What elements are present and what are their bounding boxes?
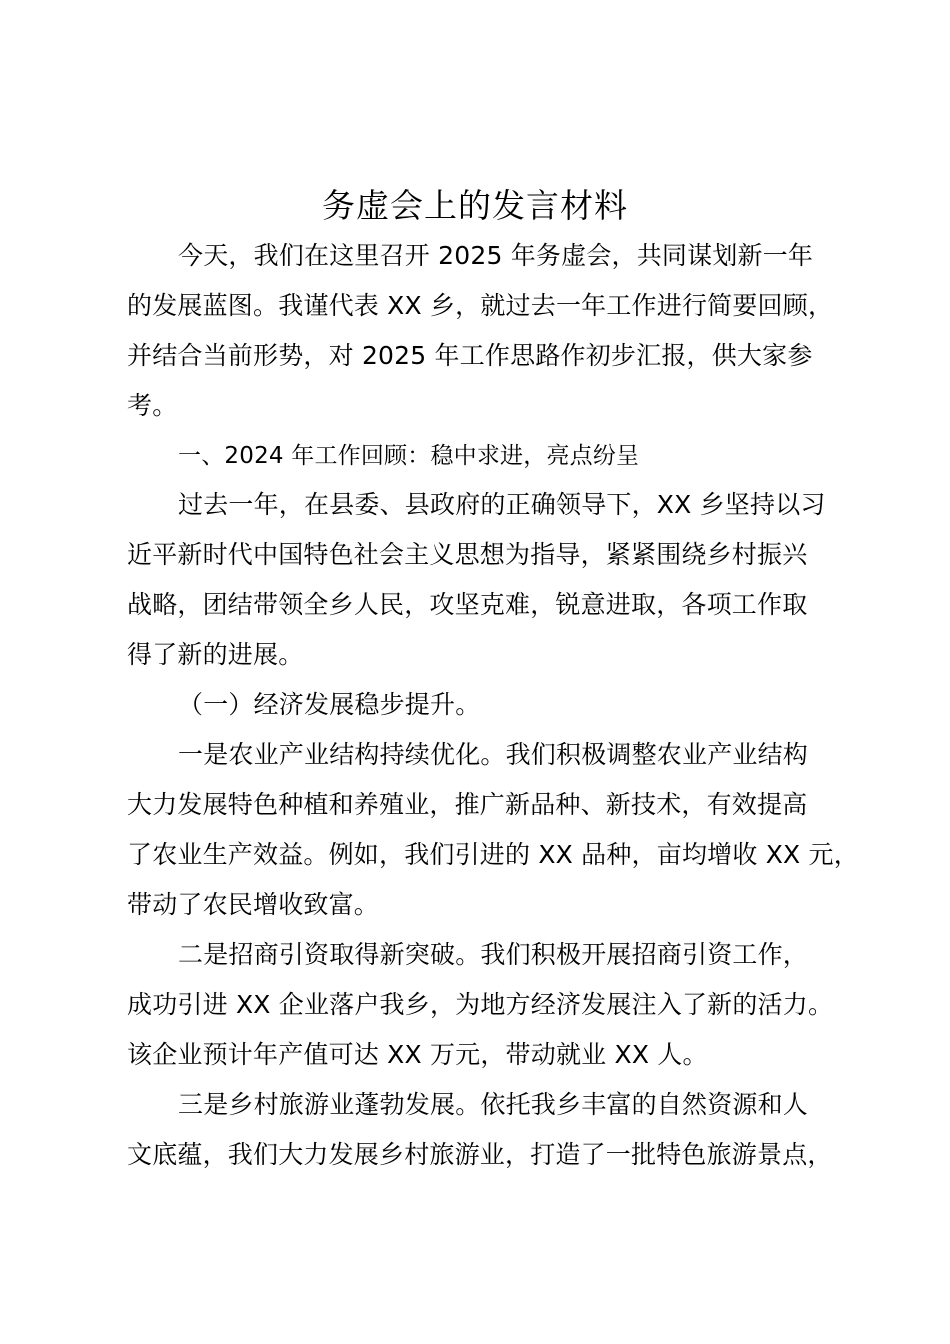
- paragraph-line: 战略，团结带领全乡人民，攻坚克难，锐意进取，各项工作取: [127, 590, 808, 619]
- paragraph-line: 得了新的进展。: [127, 640, 304, 669]
- paragraph-line: 并结合当前形势，对 2025 年工作思路作初步汇报，供大家参: [127, 341, 813, 370]
- paragraph-line: 今天，我们在这里召开 2025 年务虚会，共同谋划新一年: [178, 241, 814, 270]
- paragraph-line: 该企业预计年产值可达 XX 万元，带动就业 XX 人。: [127, 1040, 708, 1069]
- paragraph-line: 二是招商引资取得新突破。我们积极开展招商引资工作，: [178, 940, 809, 969]
- paragraph-line: 近平新时代中国特色社会主义思想为指导，紧紧围绕乡村振兴: [127, 540, 808, 569]
- section-heading: 一、2024 年工作回顾：稳中求进，亮点纷呈: [178, 443, 640, 469]
- paragraph-line: 的发展蓝图。我谨代表 XX 乡，就过去一年工作进行简要回顾，: [127, 291, 834, 320]
- paragraph-line: 一是农业产业结构持续优化。我们积极调整农业产业结构: [178, 740, 809, 769]
- subsection-heading: （一）经济发展稳步提升。: [178, 690, 481, 719]
- paragraph-line: 带动了农民增收致富。: [127, 890, 380, 919]
- paragraph-line: 成功引进 XX 企业落户我乡，为地方经济发展注入了新的活力。: [127, 990, 834, 1019]
- paragraph-line: 文底蕴，我们大力发展乡村旅游业，打造了一批特色旅游景点，: [127, 1140, 833, 1169]
- paragraph-line: 三是乡村旅游业蓬勃发展。依托我乡丰富的自然资源和人: [178, 1090, 809, 1119]
- paragraph-line: 了农业生产效益。例如，我们引进的 XX 品种，亩均增收 XX 元，: [127, 840, 859, 869]
- document-title: 务虚会上的发言材料: [322, 186, 628, 225]
- paragraph-line: 考。: [127, 391, 178, 420]
- paragraph-line: 大力发展特色种植和养殖业，推广新品种、新技术，有效提高: [127, 790, 808, 819]
- paragraph-line: 过去一年，在县委、县政府的正确领导下，XX 乡坚持以习: [178, 490, 826, 519]
